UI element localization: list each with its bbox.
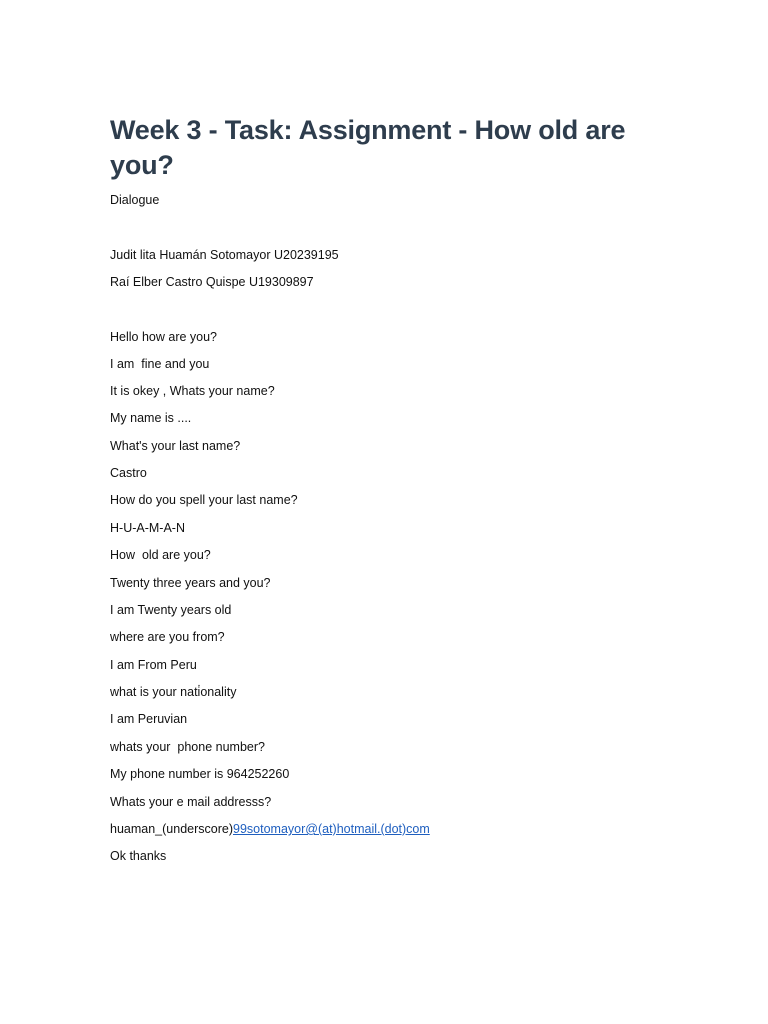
dialogue-line: Twenty three years and you?	[110, 576, 271, 590]
dialogue-line: where are you from?	[110, 630, 225, 644]
dialogue-line: Hello how are you?	[110, 330, 218, 344]
dialogue-line: Whats your e mail addresss?	[110, 795, 272, 809]
email-prefix: huaman_(underscore)	[110, 822, 233, 836]
dialogue-line: How old are you?	[110, 548, 211, 562]
dialogue-line: My name is ....	[110, 411, 192, 425]
document-subtitle: Dialogue	[110, 193, 160, 207]
document-title: Week 3 - Task: Assignment - How old are you?	[110, 115, 626, 180]
dialogue-line: whats your phone number?	[110, 740, 265, 754]
dialogue-line: How do you spell your last name?	[110, 493, 298, 507]
email-line	[110, 822, 430, 836]
author-line: Judit lita Huamán Sotomayor U20239195	[110, 248, 339, 262]
dialogue-line: What's your last name?	[110, 439, 241, 453]
closing-line: Ok thanks	[110, 849, 167, 863]
dialogue-line: what is your nati̇onality	[110, 685, 237, 699]
dialogue-line: I am Twenty years old	[110, 603, 232, 617]
dialogue-line: I am Peruvian	[110, 712, 188, 726]
dialogue-line: My phone number is 964252260	[110, 767, 290, 781]
dialogue-line: Castro	[110, 466, 147, 480]
dialogue-line: It is okey , Whats your name?	[110, 384, 275, 398]
author-line: Raí Elber Castro Quispe U19309897	[110, 275, 314, 289]
document-page	[110, 110, 670, 863]
dialogue-line: I am From Peru	[110, 658, 197, 672]
email-link[interactable]: 99sotomayor@(at)hotmail.(dot)com	[233, 822, 430, 836]
dialogue-line: I am fine and you	[110, 357, 210, 371]
dialogue-line: H-U-A-M-A-N	[110, 521, 185, 535]
